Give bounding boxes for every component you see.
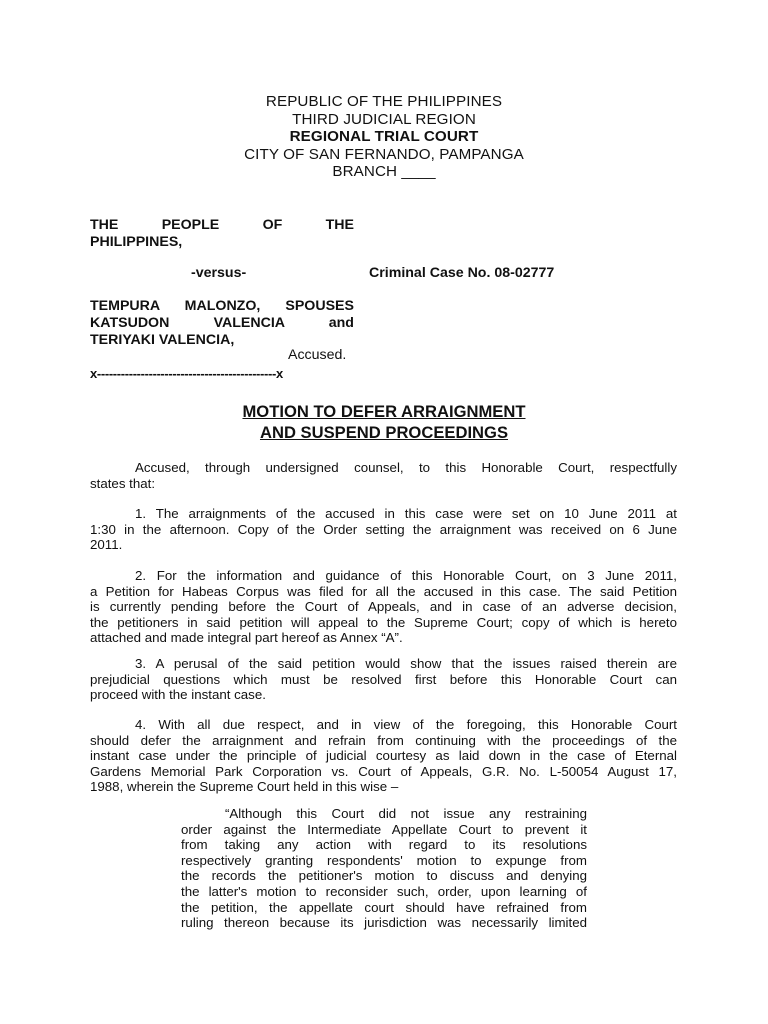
header-branch: BRANCH ____	[332, 163, 436, 180]
paragraph-1: 1. The arraignments of the accused in this case were set on 10 June 2011 at 1:30 in the afternoon. Copy of the Order setting the arraignment was received on 6 June 2011.	[90, 506, 677, 553]
caption-separator: x---------------------------------------------x	[90, 366, 283, 381]
intro-paragraph: Accused, through undersigned counsel, to this Honorable Court, respectfully states that:	[90, 460, 677, 491]
motion-title-line-2: AND SUSPEND PROCEEDINGS	[259, 423, 509, 442]
accused-label: Accused.	[288, 347, 347, 363]
header-republic: REPUBLIC OF THE PHILIPPINES	[265, 93, 503, 110]
paragraph-3: 3. A perusal of the said petition would show that the issues raised therein are prejudicial questions which must be resolved first before this Honorable Court can proceed with the instant case.	[90, 656, 677, 703]
header-court-name: REGIONAL TRIAL COURT	[289, 128, 479, 145]
paragraph-4: 4. With all due respect, and in view of the foregoing, this Honorable Court should defer the arraignment and refrain from continuing with the proceedings of the instant case under the principle of judicial courtesy as laid down in the case of Eternal Gardens Memorial Park Corporation vs. Court of Appeals, G.R. No. L-50054 August 17, 1988, wherein the Supreme Court held in this wise –	[90, 717, 677, 795]
paragraph-2: 2. For the information and guidance of this Honorable Court, on 3 June 2011, a Petition for Habeas Corpus was filed for all the accused in this case. The said Petition is currently pending before the Court of Appeals, and in case of an adverse decision, the petitioners in said petition will appeal to the Supreme Court; copy of which is hereto attached and made integral part hereof as Annex “A”.	[90, 568, 677, 646]
accused-line-3: TERIYAKI VALENCIA,	[90, 332, 235, 348]
accused-line-1: TEMPURA MALONZO, SPOUSES	[90, 298, 354, 314]
case-number: Criminal Case No. 08-02777	[369, 265, 555, 281]
block-quote: “Although this Court did not issue any restraining order against the Intermediate Appellate Court to prevent it from taking any action with regard to its resolutions respectively granting respondents' motion to expunge from the records the petitioner's motion to discuss and denying the latter's motion to reconsider such, order, upon learning of the petition, the appellate court should have refrained from ruling thereon because its jurisdiction was necessarily limited	[181, 806, 587, 931]
plaintiff-line-1: THE PEOPLE OF THE	[90, 217, 354, 233]
header-city: CITY OF SAN FERNANDO, PAMPANGA	[244, 145, 524, 163]
accused-line-2: KATSUDON VALENCIA and	[90, 315, 354, 331]
versus-label: -versus-	[191, 265, 247, 281]
header-judicial-region: THIRD JUDICIAL REGION	[292, 110, 476, 128]
court-header	[0, 93, 768, 181]
plaintiff-line-2: PHILIPPINES,	[90, 234, 183, 250]
motion-title-line-1: MOTION TO DEFER ARRAIGNMENT	[242, 402, 526, 421]
